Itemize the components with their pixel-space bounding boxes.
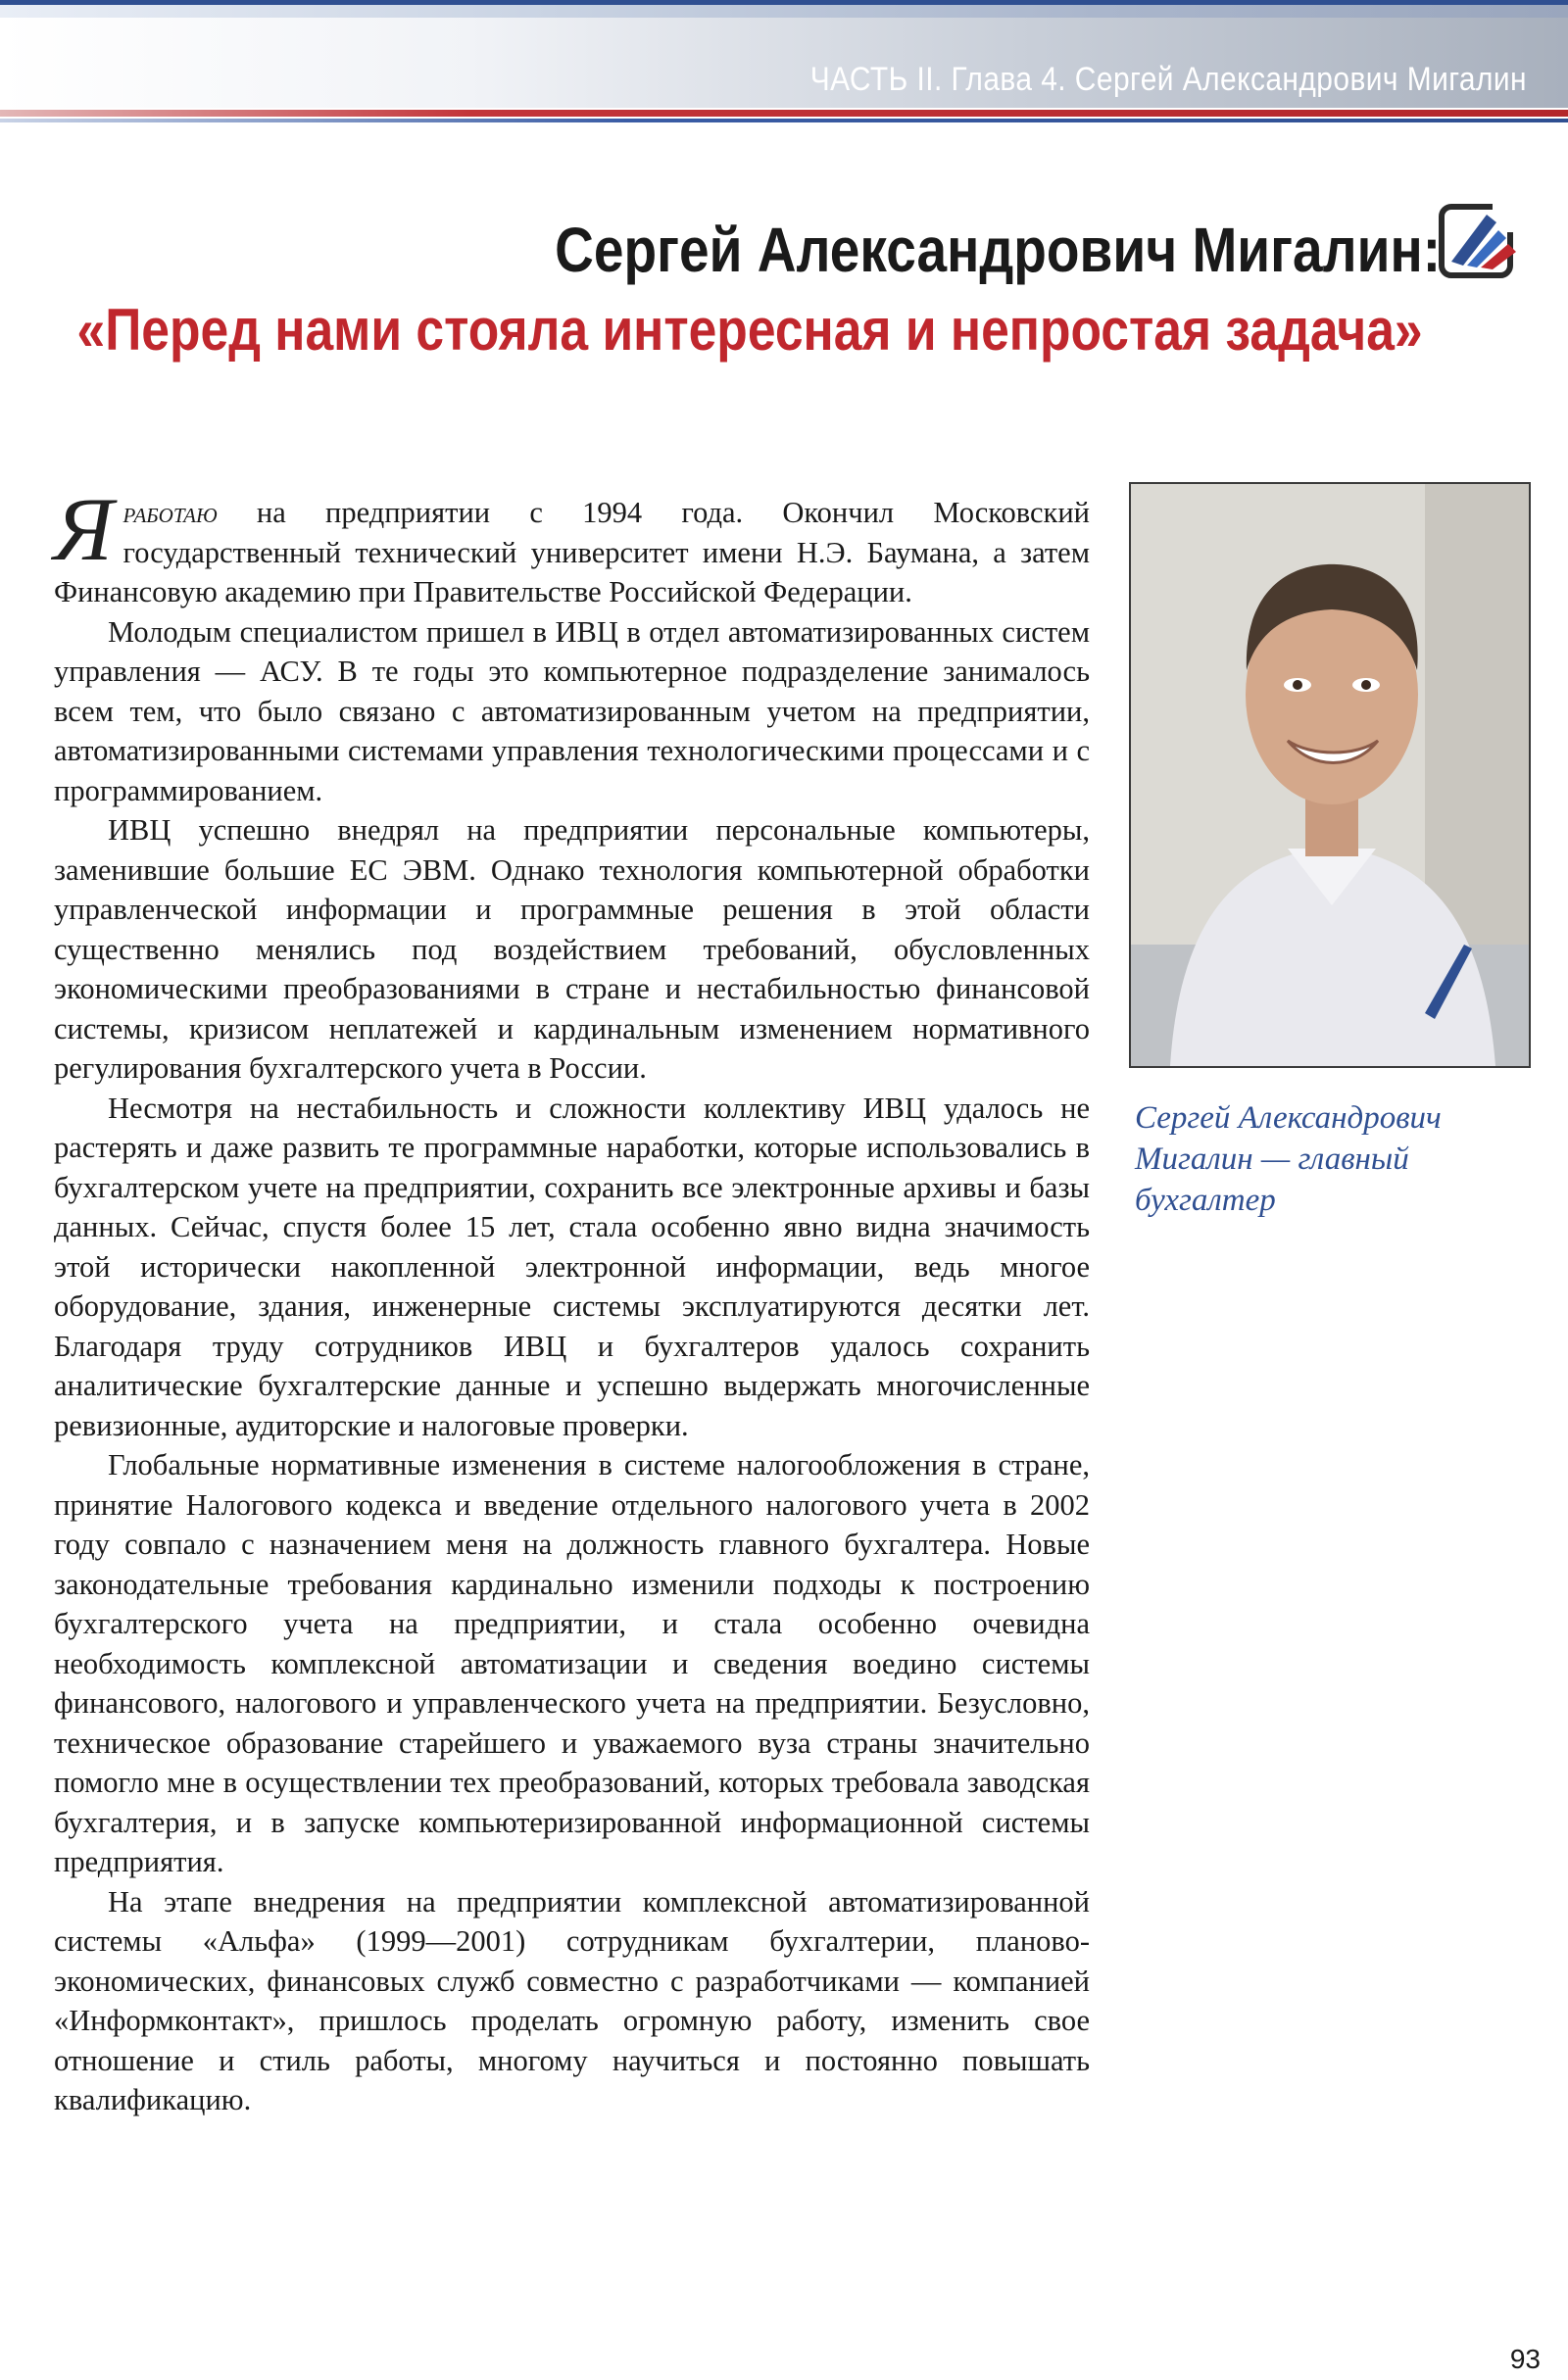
page-number: 93 <box>1509 2344 1541 2374</box>
lead-text: на предприятии с 1994 года. Окончил Московский государственный технический университет имени Н.Э. Баумана, а затем Финансовую академию при Правительстве Российской Федерации. <box>54 496 1090 608</box>
article-title-name: Сергей Александрович Мигалин: <box>555 215 1441 285</box>
drop-cap: Я <box>54 479 114 579</box>
header-blue-stripe <box>0 119 1568 122</box>
running-head-title: ЧАСТЬ II. Глава 4. Сергей Александрович Мигалин <box>809 61 1527 98</box>
header-top-stripe <box>0 0 1568 18</box>
section-logo-icon <box>1438 201 1524 287</box>
lead-paragraph <box>54 479 1090 612</box>
lead-smallcaps: работаю <box>122 496 218 529</box>
photo-caption: Сергей Александрович Мигалин — главный бухгалтер <box>1135 1100 1442 1218</box>
paragraph: ИВЦ успешно внедрял на предприятии персональные компьютеры, заменившие большие ЕС ЭВМ. Однако технология компьютерной обработки управленческой информации и программные решения в этой области существенно менялись под воздействием требований, обусловленных экономическими преобразованиями в стране и нестабильностью финансовой системы, кризисом неплатежей и кардинальным изменением нормативного регулирования бухгалтерского учета в России. <box>54 813 1090 1085</box>
article-title-quote: «Перед нами стояла интересная и непростая задача» <box>76 297 1423 363</box>
paragraph: Несмотря на нестабильность и сложности коллективу ИВЦ удалось не растерять и даже развить те программные наработки, которые использовались в бухгалтерском учете на предприятии, сохранить все электронные архивы и базы данных. Сейчас, спустя более 15 лет, стала особенно явно видна значимость этой исторически накопленной электронной информации, ведь многое оборудование, здания, инженерные системы эксплуатируются десятки лет. Благодаря труду сотрудников ИВЦ и бухгалтеров удалось сохранить аналитические бухгалтерские данные и успешно выдержать многочисленные ревизионные, аудиторские и налоговые проверки. <box>54 1091 1090 1442</box>
paragraph: На этапе внедрения на предприятии комплексной автоматизированной системы «Альфа» (1999—2001) сотрудникам бухгалтерии, планово-экономических, финансовых служб совместно с разработчиками — компанией «Информконтакт», пришлось проделать огромную работу, изменить свое отношение и стиль работы, многому научиться и постоянно повышать квалификацию. <box>54 1884 1090 2116</box>
paragraph: Глобальные нормативные изменения в системе налогообложения в стране, принятие Налогового кодекса и введение отдельного налогового учета в 2002 году совпало с назначением меня на должность главного бухгалтера. Новые законодательные требования кардинально изменили подходы к построению бухгалтерского учета на предприятии, и стала особенно очевидна необходимость комплексной автоматизации и сведения воедино системы финансового, налогового и управленческого учета на предприятии. Безусловно, техническое образование старейшего и уважаемого вуза страны значительно помогло мне в осуществлении тех преобразований, которых требовала заводская бухгалтерия, и в запуске компьютеризированной информационной системы предприятия. <box>54 1448 1090 1878</box>
running-head-bar <box>0 18 1568 108</box>
article-body <box>54 479 1090 2120</box>
header-red-stripe <box>0 110 1568 117</box>
paragraph: Молодым специалистом пришел в ИВЦ в отдел автоматизированных систем управления — АСУ. В те годы это компьютерное подразделение занималось всем тем, что было связано с автоматизированным учетом на предприятии, автоматизированными системами управления технологическими процессами и с программированием. <box>54 614 1090 807</box>
header-band <box>0 0 1568 129</box>
portrait-photo <box>1129 482 1531 1068</box>
portrait-illustration <box>1131 484 1529 1066</box>
